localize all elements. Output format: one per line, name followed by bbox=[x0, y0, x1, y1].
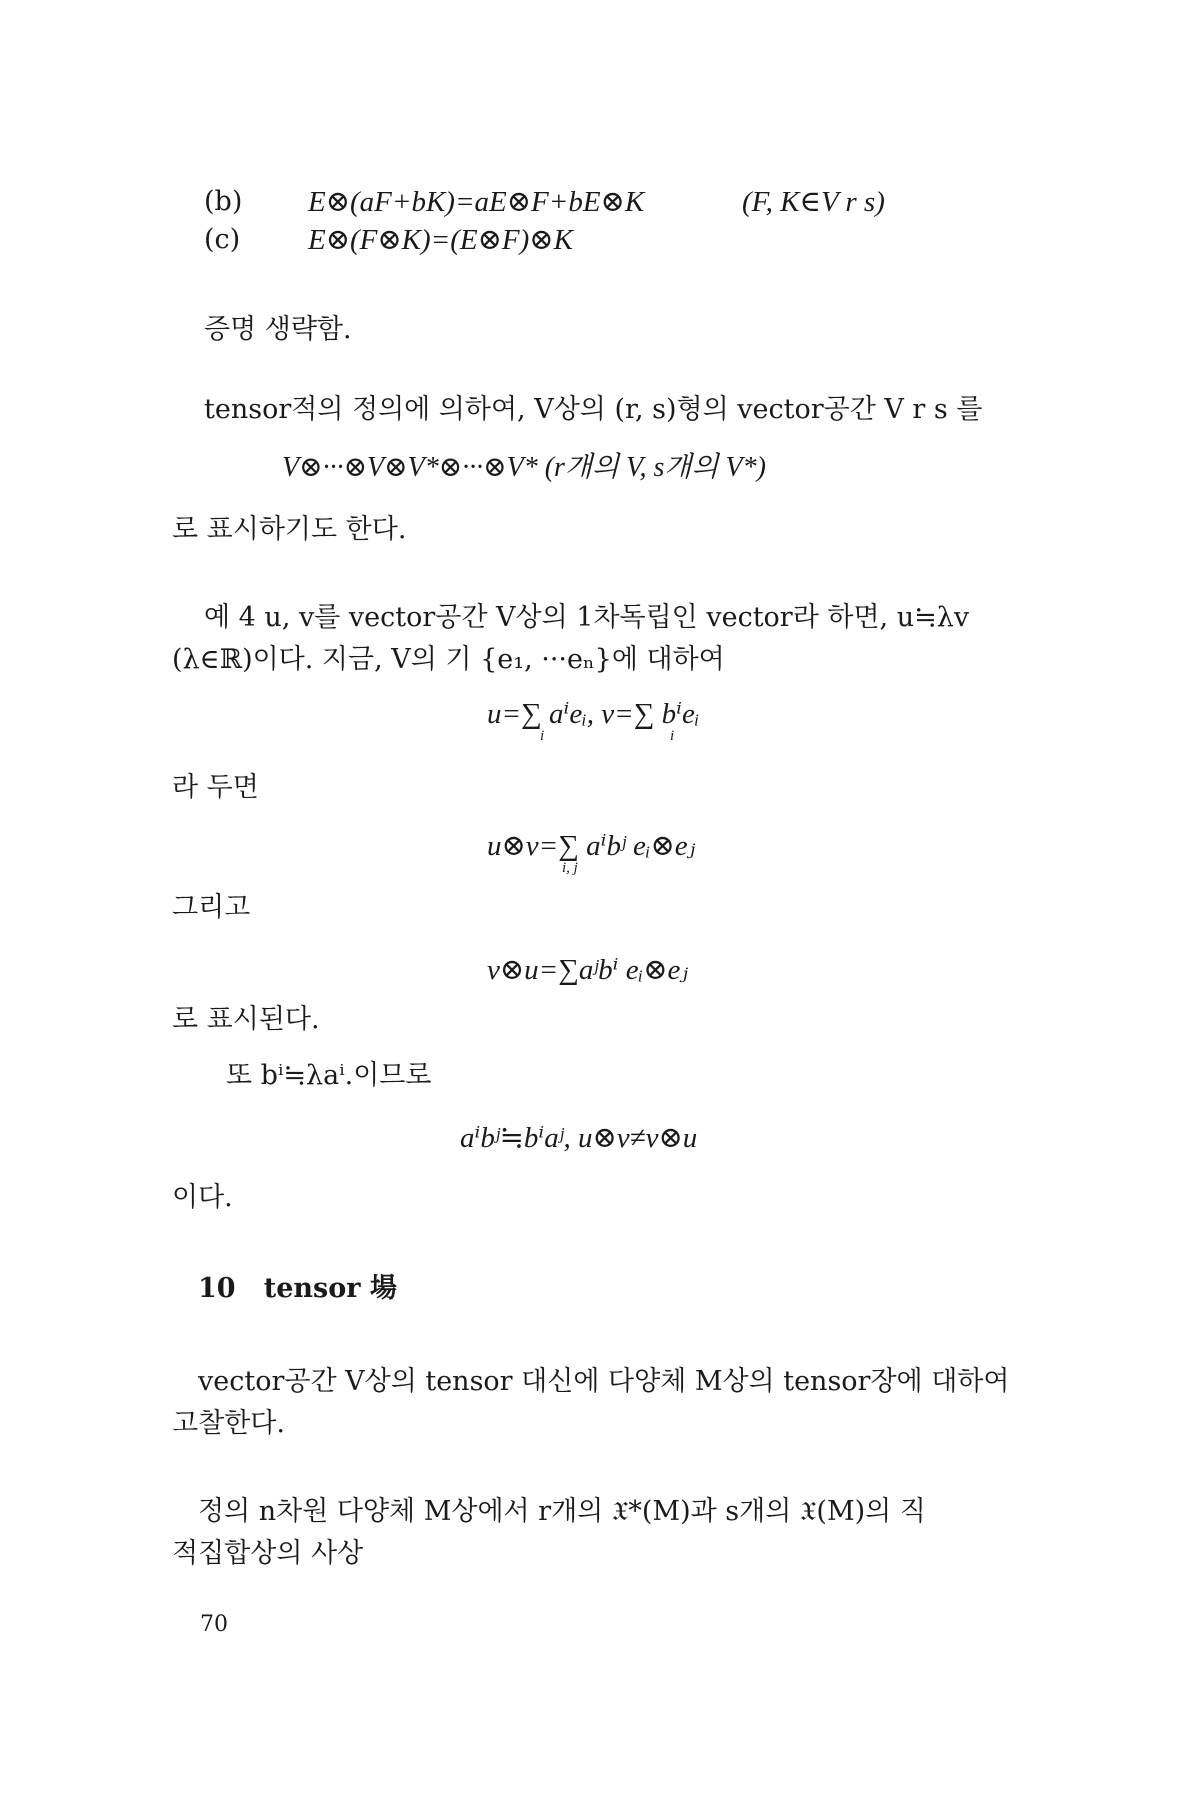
equation-v-tensor-u: v⊗u=∑aʲbⁱ eᵢ⊗eⱼ bbox=[487, 954, 689, 986]
equation-label-c: (c) bbox=[204, 224, 241, 255]
paragraph-1-line-1: tensor적의 정의에 의하여, V상의 (r, s)형의 vector공간 V r s 를 bbox=[204, 394, 983, 425]
equation-label-b: (b) bbox=[204, 186, 243, 217]
tensor-product-formula: V⊗···⊗V⊗V*⊗···⊗V* (r개의 V, s개의 V*) bbox=[282, 452, 766, 483]
example-text-and: 그리고 bbox=[172, 892, 251, 923]
example-text-is: 이다. bbox=[172, 1182, 233, 1213]
section-heading bbox=[198, 1266, 397, 1305]
sum-index-2: i bbox=[670, 728, 675, 744]
sum-index-1: i bbox=[540, 728, 545, 744]
equation-b: E⊗(aF+bK)=aE⊗F+bE⊗K bbox=[308, 186, 645, 218]
equation-u-tensor-v: u⊗v=∑ aⁱbʲ eᵢ⊗eⱼ bbox=[487, 830, 696, 862]
definition-line-1: 정의 n차원 다양체 M상에서 r개의 𝔛*(M)과 s개의 𝔛(M)의 직 bbox=[198, 1496, 926, 1527]
definition-line-2: 적집합상의 사상 bbox=[172, 1538, 364, 1569]
equation-u-v-expansion: u=∑ aⁱeᵢ, v=∑ bⁱeᵢ bbox=[487, 698, 700, 730]
paragraph-1-line-2: 로 표시하기도 한다. bbox=[172, 514, 407, 545]
paragraph-2-line-2: 고찰한다. bbox=[172, 1408, 285, 1439]
example-text-represented: 로 표시된다. bbox=[172, 1004, 320, 1035]
sum-index-ij: i, j bbox=[562, 860, 578, 876]
equation-noncommutative: aⁱbʲ≒bⁱaʲ, u⊗v≠v⊗u bbox=[460, 1122, 698, 1154]
example-4-line-1: 예 4 u, v를 vector공간 V상의 1차독립인 vector라 하면, u≒λv bbox=[204, 602, 970, 633]
equation-b-condition: (F, K∈V r s) bbox=[742, 186, 885, 218]
example-text-since: 또 bⁱ≒λaⁱ.이므로 bbox=[226, 1060, 432, 1091]
page-number: 70 bbox=[200, 1612, 228, 1637]
example-text-let: 라 두면 bbox=[172, 772, 259, 803]
section-number: 10 bbox=[198, 1273, 236, 1304]
paragraph-2-line-1: vector공간 V상의 tensor 대신에 다양체 M상의 tensor장에 대하여 bbox=[198, 1366, 1010, 1397]
equation-c: E⊗(F⊗K)=(E⊗F)⊗K bbox=[308, 224, 573, 256]
example-4-line-2: (λ∈ℝ)이다. 지금, V의 기 {e₁, ···eₙ}에 대하여 bbox=[172, 644, 725, 675]
proof-line: 증명 생략함. bbox=[204, 314, 352, 345]
section-title: tensor 場 bbox=[263, 1273, 397, 1304]
